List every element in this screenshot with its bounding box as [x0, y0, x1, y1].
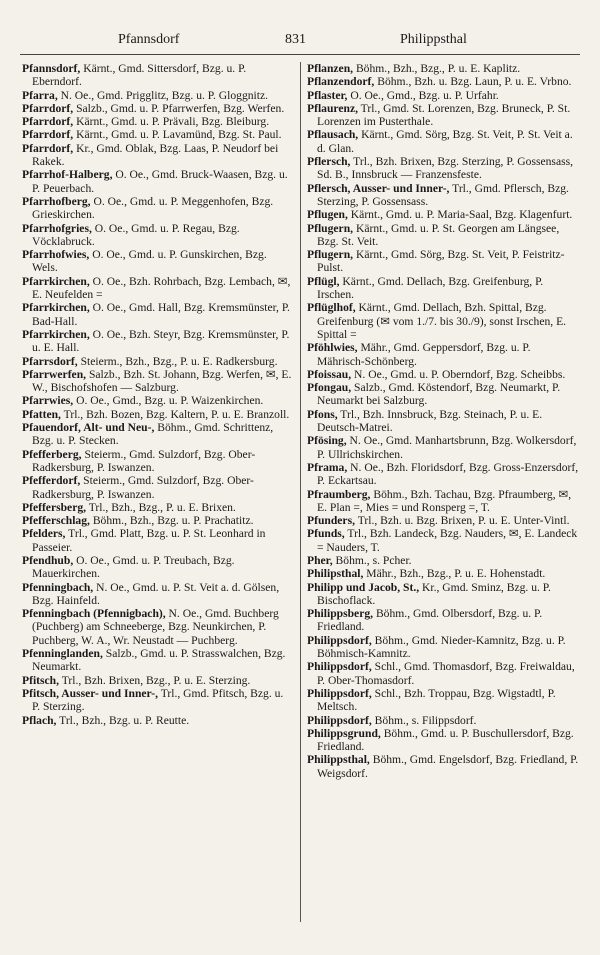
- gazetteer-entry: [307, 222, 579, 249]
- gazetteer-entry: [22, 421, 294, 448]
- entry-text: O. Oe., Bzh. Rohrbach, Bzg. Lembach, ✉, E. Neufelden =: [32, 274, 291, 302]
- entry-text: Böhm., Bzh., Bzg. u. P. Prachatitz.: [89, 514, 254, 528]
- entry-text: O. Oe., Gmd. u. P. Regau, Bzg. Vöcklabruck.: [32, 221, 240, 248]
- page-number: 831: [285, 32, 306, 47]
- entry-headword: Pframa,: [307, 460, 348, 474]
- entry-headword: Pfarrdorf,: [22, 101, 74, 115]
- gazetteer-entry: [307, 660, 579, 687]
- gazetteer-entry: [22, 474, 294, 501]
- entry-text: Mähr., Bzh., Bzg., P. u. E. Hohenstadt.: [363, 567, 546, 581]
- entry-text: Steierm., Gmd. Sulzdorf, Bzg. Ober-Radkersburg, P. Iswanzen.: [32, 474, 254, 501]
- gazetteer-entry: [307, 714, 579, 727]
- entry-headword: Pflanzendorf,: [307, 75, 375, 89]
- entry-text: Mähr., Gmd. Geppersdorf, Bzg. u. P. Mährisch-Schönberg.: [317, 341, 531, 368]
- entry-text: Böhm., Bzh. u. Bzg. Laun, P. u. E. Vrbno.: [374, 75, 572, 89]
- entry-headword: Pfraumberg,: [307, 487, 371, 501]
- entry-text: Böhm., Gmd. Engelsdorf, Bzg. Friedland, P. Weigsdorf.: [317, 753, 579, 780]
- entry-headword: Pfefferschlag,: [22, 514, 90, 528]
- entry-text: O. Oe., Gmd. Bruck-Waasen, Bzg. u. P. Peuerbach.: [32, 168, 288, 195]
- entry-text: Böhm., s. Pcher.: [332, 553, 412, 567]
- gazetteer-entry: [307, 301, 579, 341]
- gazetteer-entry: [307, 381, 579, 408]
- entry-headword: Philippsberg,: [307, 607, 374, 621]
- entry-text: Trl., Bzh. Bozen, Bzg. Kaltern, P. u. E. Branzoll.: [60, 407, 290, 421]
- gazetteer-entry: [307, 554, 579, 567]
- gazetteer-entry: [22, 674, 294, 687]
- gazetteer-entry: [22, 222, 294, 249]
- entry-headword: Pfarrkirchen,: [22, 301, 90, 315]
- entry-text: Kärnt., Gmd. u. P. Prävali, Bzg. Bleiburg.: [73, 115, 270, 129]
- entry-text: Böhm., s. Filippsdorf.: [371, 713, 477, 727]
- entry-headword: Pfarrkirchen,: [22, 274, 90, 288]
- entry-text: N. Oe., Gmd. u. P. St. Veit a. d. Gölsen, Bzg. Hainfeld.: [32, 580, 280, 607]
- header-rule: [20, 54, 580, 55]
- entry-headword: Pfarrhofgries,: [22, 221, 92, 235]
- entry-headword: Philippsdorf,: [307, 686, 372, 700]
- entry-text: O. Oe., Gmd. u. P. Meggenhofen, Bzg. Grieskirchen.: [32, 194, 274, 222]
- entry-headword: Pfunders,: [307, 514, 355, 528]
- header-left-word: Pfannsdorf: [118, 32, 180, 47]
- entry-text: Kärnt., Gmd. u. P. Maria-Saal, Bzg. Klagenfurt.: [347, 208, 573, 222]
- entry-headword: Pflausach,: [307, 128, 359, 142]
- entry-text: N. Oe., Gmd. Prigglitz, Bzg. u. P. Gloggnitz.: [57, 88, 269, 102]
- gazetteer-entry: [307, 514, 579, 527]
- gazetteer-entry: [307, 527, 579, 554]
- entry-headword: Pfons,: [307, 407, 338, 421]
- entry-headword: Pflach,: [22, 713, 57, 727]
- entry-headword: Pfarrkirchen,: [22, 327, 90, 341]
- entry-headword: Pflüglhof,: [307, 301, 356, 315]
- entry-headword: Pfauendorf, Alt- und Neu-,: [22, 421, 155, 435]
- entry-headword: Pfarrdorf,: [22, 141, 74, 155]
- entry-text: Salzb., Gmd. Köstendorf, Bzg. Neumarkt, P. Neumarkt bei Salzburg.: [317, 381, 561, 408]
- page-header: [20, 32, 580, 50]
- entry-headword: Pher,: [307, 553, 333, 567]
- entry-headword: Pfefferberg,: [22, 447, 82, 461]
- gazetteer-entry: [22, 554, 294, 581]
- entry-headword: Philippsdorf,: [307, 633, 372, 647]
- entry-headword: Pfarrdorf,: [22, 128, 74, 142]
- gazetteer-entry: [307, 488, 579, 515]
- entry-text: Schl., Gmd. Thomasdorf, Bzg. Freiwaldau, P. Ober-Thomasdorf.: [317, 660, 575, 687]
- entry-text: Kärnt., Gmd. Sörg, Bzg. St. Veit, P. St. Veit a. d. Glan.: [317, 128, 573, 155]
- entry-text: O. Oe., Gmd. u. P. Treubach, Bzg. Mauerkirchen.: [32, 553, 235, 581]
- entry-text: N. Oe., Gmd. u. P. Oberndorf, Bzg. Scheibbs.: [351, 367, 566, 381]
- entry-headword: Pfefferdorf,: [22, 474, 81, 488]
- entry-headword: Pflersch,: [307, 155, 351, 169]
- gazetteer-entry: [22, 275, 294, 302]
- gazetteer-entry: [307, 687, 579, 714]
- gazetteer-entry: [307, 208, 579, 221]
- gazetteer-entry: [22, 408, 294, 421]
- entry-text: Salzb., Gmd. u. P. Strasswalchen, Bzg. Neumarkt.: [32, 647, 286, 674]
- left-column: [22, 62, 294, 727]
- entry-headword: Pflugern,: [307, 221, 354, 235]
- entry-text: Trl., Bzh., Bzg., P. u. E. Brixen.: [86, 500, 236, 514]
- entry-text: O. Oe., Gmd., Bzg. u. P. Urfahr.: [347, 88, 499, 102]
- entry-text: Kärnt., Gmd. Sittersdorf, Bzg. u. P. Eberndorf.: [32, 62, 247, 89]
- gazetteer-entry: [22, 102, 294, 115]
- entry-text: Steierm., Gmd. Sulzdorf, Bzg. Ober-Radkersburg, P. Iswanzen.: [32, 447, 256, 474]
- entry-text: O. Oe., Gmd. Hall, Bzg. Kremsmünster, P. Bad-Hall.: [32, 301, 290, 328]
- gazetteer-entry: [307, 368, 579, 381]
- gazetteer-entry: [307, 75, 579, 88]
- entry-text: Schl., Bzh. Troppau, Bzg. Wigstadtl, P. Meltsch.: [317, 686, 556, 714]
- gazetteer-entry: [307, 581, 579, 608]
- gazetteer-entry: [22, 647, 294, 674]
- entry-headword: Pfösing,: [307, 434, 347, 448]
- entry-headword: Pflanzen,: [307, 62, 354, 75]
- entry-headword: Philipp und Jacob, St.,: [307, 580, 420, 594]
- entry-headword: Philippsdorf,: [307, 660, 372, 674]
- gazetteer-entry: [307, 753, 579, 780]
- gazetteer-entry: [22, 328, 294, 355]
- gazetteer-entry: [22, 448, 294, 475]
- gazetteer-entry: [22, 368, 294, 395]
- entry-headword: Pfitsch,: [22, 673, 60, 687]
- entry-headword: Pflugen,: [307, 208, 348, 222]
- entry-headword: Philippsdorf,: [307, 713, 372, 727]
- gazetteer-entry: [22, 248, 294, 275]
- gazetteer-entry: [307, 89, 579, 102]
- entry-text: Trl., Bzh. Innsbruck, Bzg. Steinach, P. u. E. Deutsch-Matrei.: [317, 407, 543, 435]
- gazetteer-entry: [22, 501, 294, 514]
- entry-headword: Pfitsch, Ausser- und Inner-,: [22, 686, 159, 700]
- entry-text: N. Oe., Bzh. Floridsdorf, Bzg. Gross-Enzersdorf, P. Eckartsau.: [317, 460, 579, 488]
- entry-headword: Pfenninglanden,: [22, 647, 103, 661]
- gazetteer-entry: [22, 115, 294, 128]
- entry-text: Salzb., Bzh. St. Johann, Bzg. Werfen, ✉, E. W., Bischofshofen — Salzburg.: [32, 367, 292, 395]
- entry-headword: Pflugern,: [307, 248, 354, 262]
- entry-text: N. Oe., Gmd. Manhartsbrunn, Bzg. Wolkersdorf, P. Ullrichskirchen.: [317, 434, 577, 461]
- entry-text: Trl., Gmd. St. Lorenzen, Bzg. Bruneck, P. St. Lorenzen im Pusterthale.: [317, 101, 571, 129]
- gazetteer-entry: [307, 634, 579, 661]
- gazetteer-entry: [22, 168, 294, 195]
- entry-headword: Pfelders,: [22, 527, 66, 541]
- entry-headword: Philippsgrund,: [307, 726, 381, 740]
- gazetteer-entry: [307, 567, 579, 580]
- gazetteer-entry: [22, 355, 294, 368]
- entry-headword: Pfenningbach (Pfennigbach),: [22, 607, 166, 621]
- entry-text: Kärnt., Gmd. u. P. St. Georgen am Längsee, Bzg. St. Veit.: [317, 221, 560, 248]
- entry-text: O. Oe., Gmd. u. P. Gunskirchen, Bzg. Wels.: [32, 248, 267, 275]
- entry-headword: Pfarrwies,: [22, 394, 74, 408]
- gazetteer-entry: [307, 248, 579, 275]
- right-column: [307, 62, 579, 780]
- entry-text: Böhm., Gmd. Schrittenz, Bzg. u. P. Stecken.: [32, 421, 274, 448]
- gazetteer-entry: [22, 527, 294, 554]
- entry-headword: Philippsthal,: [307, 753, 370, 767]
- entry-text: Steierm., Bzh., Bzg., P. u. E. Radkersburg.: [77, 354, 278, 368]
- entry-headword: Pfarrhofberg,: [22, 194, 91, 208]
- entry-headword: Philipsthal,: [307, 567, 364, 581]
- entry-text: Trl., Bzh., Bzg. u. P. Reutte.: [56, 713, 190, 727]
- entry-text: Böhm., Bzh., Bzg., P. u. E. Kaplitz.: [353, 62, 521, 75]
- entry-headword: Pfongau,: [307, 381, 352, 395]
- entry-headword: Pfannsdorf,: [22, 62, 81, 75]
- gazetteer-entry: [22, 687, 294, 714]
- entry-text: Böhm., Bzh. Tachau, Bzg. Pfraumberg, ✉, E. Plan =, Mies = und Ronsperg =, T.: [317, 487, 572, 514]
- entry-headword: Pfarrdorf,: [22, 115, 74, 129]
- gazetteer-entry: [307, 434, 579, 461]
- entry-headword: Pfendhub,: [22, 553, 74, 567]
- gazetteer-entry: [22, 128, 294, 141]
- entry-text: Trl., Bzh. Brixen, Bzg., P. u. E. Sterzing.: [59, 673, 251, 687]
- entry-text: N. Oe., Gmd. Buchberg (Puchberg) am Schneeberge, Bzg. Neunkirchen, P. Puchberg, W. A., Wr. Neustadt — Puchberg.: [32, 607, 279, 647]
- entry-text: O. Oe., Bzh. Steyr, Bzg. Kremsmünster, P. u. E. Hall.: [32, 327, 290, 355]
- entry-text: Trl., Gmd. Platt, Bzg. u. P. St. Leonhard in Passeier.: [32, 527, 266, 554]
- gazetteer-entry: [22, 581, 294, 608]
- gazetteer-entry: [22, 514, 294, 527]
- entry-headword: Pföhlwies,: [307, 341, 358, 355]
- gazetteer-entry: [22, 62, 294, 89]
- gazetteer-entry: [22, 394, 294, 407]
- entry-text: Kr., Gmd. Sminz, Bzg. u. P. Bischoflack.: [317, 580, 551, 607]
- entry-headword: Pfarrhof-Halberg,: [22, 168, 113, 182]
- entry-text: Trl., Gmd. Pfitsch, Bzg. u. P. Sterzing.: [32, 686, 284, 714]
- gazetteer-entry: [307, 102, 579, 129]
- gazetteer-entry: [307, 727, 579, 754]
- gazetteer-entry: [22, 89, 294, 102]
- gazetteer-entry: [22, 607, 294, 647]
- entry-text: Trl., Gmd. Pflersch, Bzg. Sterzing, P. Gossensass.: [317, 181, 569, 208]
- gazetteer-entry: [22, 714, 294, 727]
- header-right-word: Philippsthal: [400, 32, 467, 47]
- entry-text: Böhm., Gmd. u. P. Buschullersdorf, Bzg. Friedland.: [317, 726, 574, 754]
- entry-headword: Pfeffersberg,: [22, 500, 87, 514]
- gazetteer-entry: [307, 182, 579, 209]
- entry-headword: Pfarrsdorf,: [22, 354, 78, 368]
- entry-headword: Pfenningbach,: [22, 580, 94, 594]
- entry-headword: Pfarra,: [22, 88, 58, 102]
- entry-text: Trl., Bzh. Landeck, Bzg. Nauders, ✉, E. Landeck = Nauders, T.: [317, 527, 578, 554]
- entry-text: O. Oe., Gmd., Bzg. u. P. Waizenkirchen.: [73, 394, 264, 408]
- entry-headword: Pfatten,: [22, 407, 61, 421]
- entry-text: Kärnt., Gmd. Dellach, Bzg. Greifenburg, P. Irschen.: [317, 274, 544, 302]
- column-divider: [300, 62, 301, 922]
- entry-text: Trl., Bzh. Brixen, Bzg. Sterzing, P. Gossensass, Sd. B., Innsbruck — Franzensfeste.: [317, 155, 574, 182]
- entry-text: Böhm., Gmd. Olbersdorf, Bzg. u. P. Friedland.: [317, 607, 543, 634]
- entry-headword: Pfarrwerfen,: [22, 367, 87, 381]
- gazetteer-entry: [307, 62, 579, 75]
- entry-text: Kärnt., Gmd. Dellach, Bzh. Spittal, Bzg. Greifenburg (✉ vom 1./7. bis 30./9), sonst Irschen, E. Spittal =: [317, 301, 567, 341]
- gazetteer-entry: [307, 341, 579, 368]
- gazetteer-entry: [307, 155, 579, 182]
- gazetteer-entry: [307, 128, 579, 155]
- entry-headword: Pflügl,: [307, 274, 340, 288]
- entry-headword: Pfoissau,: [307, 367, 352, 381]
- entry-headword: Pflersch, Ausser- und Inner-,: [307, 181, 450, 195]
- gazetteer-entry: [307, 408, 579, 435]
- entry-text: Böhm., Gmd. Nieder-Kamnitz, Bzg. u. P. Böhmisch-Kamnitz.: [317, 633, 566, 661]
- entry-text: Kr., Gmd. Oblak, Bzg. Laas, P. Neudorf bei Rakek.: [32, 141, 279, 169]
- gazetteer-entry: [22, 301, 294, 328]
- gazetteer-entry: [307, 607, 579, 634]
- entry-text: Trl., Bzh. u. Bzg. Brixen, P. u. E. Unter-Vintl.: [355, 514, 570, 528]
- entry-text: Salzb., Gmd. u. P. Pfarrwerfen, Bzg. Werfen.: [73, 101, 285, 115]
- gazetteer-entry: [307, 275, 579, 302]
- entry-headword: Pfunds,: [307, 527, 345, 541]
- entry-headword: Pflaurenz,: [307, 101, 358, 115]
- gazetteer-entry: [22, 142, 294, 169]
- entry-text: Kärnt., Gmd. u. P. Lavamünd, Bzg. St. Paul.: [73, 128, 282, 142]
- gazetteer-entry: [22, 195, 294, 222]
- entry-headword: Pflaster,: [307, 88, 348, 102]
- entry-headword: Pfarrhofwies,: [22, 248, 90, 262]
- entry-text: Kärnt., Gmd. Sörg, Bzg. St. Veit, P. Feistritz-Pulst.: [317, 248, 565, 275]
- gazetteer-entry: [307, 461, 579, 488]
